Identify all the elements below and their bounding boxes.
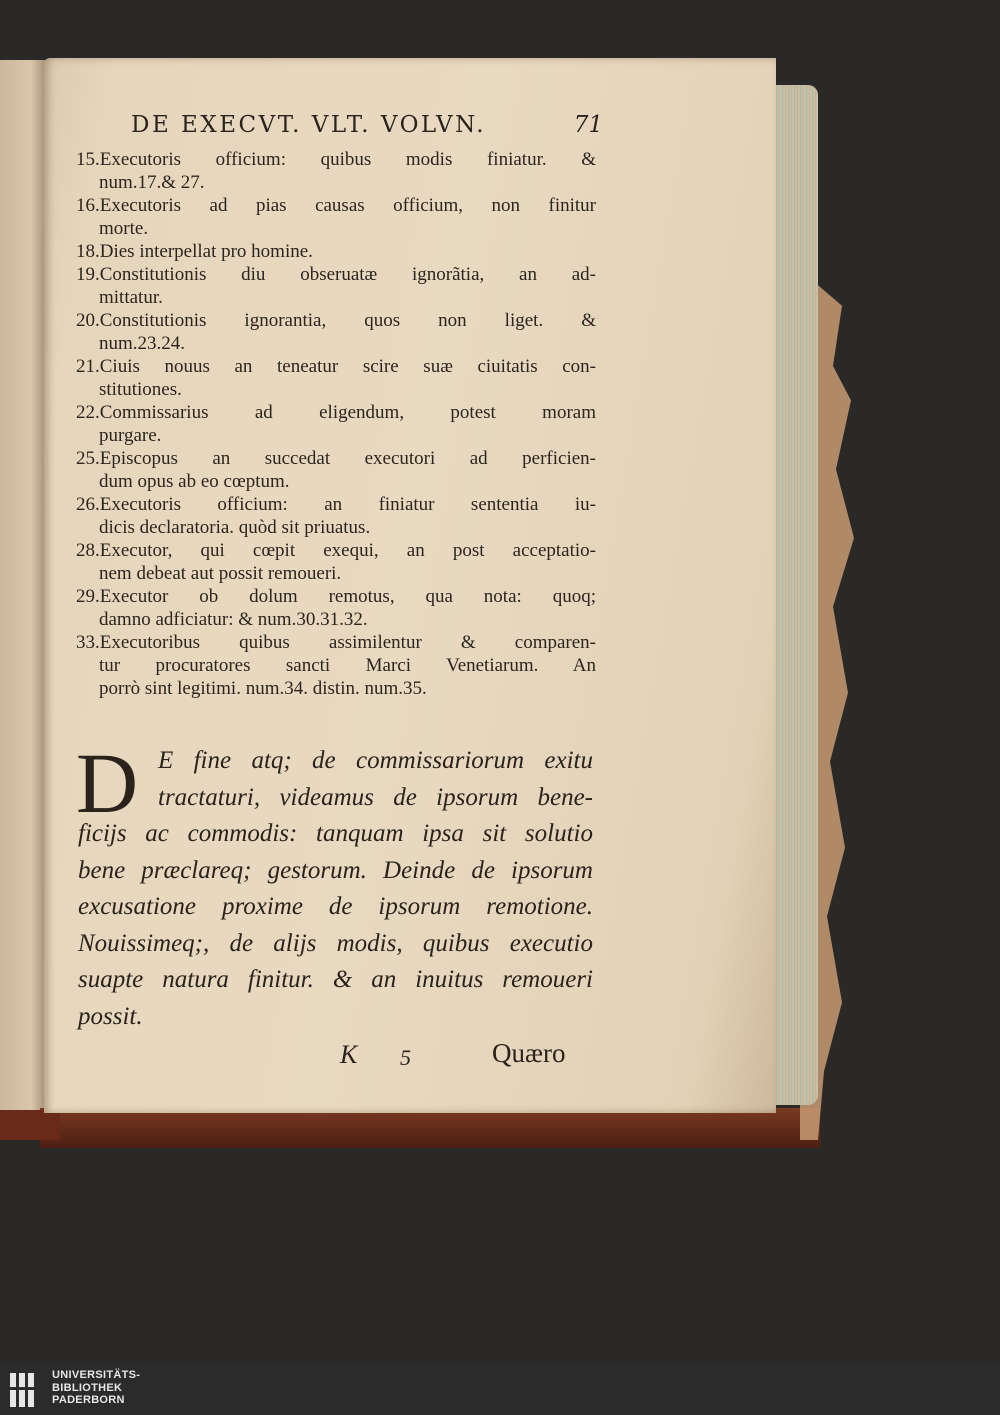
- entry-continuation: morte.: [99, 218, 149, 239]
- body-line: Nouissimeq;, de alijs modis, quibus executio: [78, 929, 593, 957]
- summary-index: [76, 148, 596, 700]
- entry-number: 26.: [76, 494, 100, 515]
- library-name-line: UNIVERSITÄTS-: [52, 1369, 141, 1381]
- library-logo-icon: [8, 1371, 42, 1409]
- index-entry: [76, 493, 596, 539]
- index-entry: [76, 401, 596, 447]
- library-name: [52, 1369, 140, 1407]
- entry-line: [76, 194, 596, 217]
- entry-number: 21.: [76, 356, 100, 377]
- entry-number: 22.: [76, 402, 100, 423]
- entry-line: [76, 493, 596, 516]
- index-entry: [76, 240, 596, 263]
- entry-number: 20.: [76, 310, 100, 331]
- entry-continuation: damno adficiatur: & num.30.31.32.: [99, 609, 368, 630]
- entry-text: Executor ob dolum remotus, qua nota: quoq;: [99, 586, 596, 607]
- signature-mark: K: [340, 1040, 358, 1069]
- entry-text: Dies interpellat pro homine.: [99, 241, 313, 262]
- page-number: 71: [573, 112, 603, 138]
- index-entry: [76, 539, 596, 585]
- library-footer: [0, 1365, 1000, 1415]
- entry-text: Executoris officium: an finiatur sententia iu-: [99, 494, 596, 515]
- body-line: excusatione proxime de ipsorum remotione.: [78, 893, 593, 920]
- entry-line: [76, 355, 596, 378]
- entry-number: 16.: [76, 195, 100, 216]
- entry-line: [76, 631, 596, 654]
- library-name-line: PADERBORN: [52, 1394, 125, 1406]
- entry-line: [76, 401, 596, 424]
- running-header: [131, 112, 603, 148]
- entry-continuation: dicis declaratoria. quòd sit priuatus.: [99, 517, 371, 538]
- index-entry: [76, 148, 596, 194]
- entry-text: Executoris ad pias causas officium, non finitur: [99, 195, 596, 216]
- entry-continuation: purgare.: [99, 425, 162, 446]
- entry-line: [76, 309, 596, 332]
- entry-text: Executoribus quibus assimilentur & comparen-: [99, 632, 596, 653]
- entry-continuation: mittatur.: [99, 287, 163, 308]
- entry-continuation: tur procuratores sancti Marci Venetiarum. An: [99, 655, 596, 676]
- drop-cap: D: [76, 735, 139, 831]
- entry-line: [76, 263, 596, 286]
- body-line: ficijs ac commodis: tanquam ipsa sit solutio: [78, 820, 593, 847]
- body-line: possit.: [78, 1002, 143, 1030]
- entry-line: [76, 240, 596, 263]
- index-entry: [76, 631, 596, 700]
- index-entry: [76, 585, 596, 631]
- entry-number: 19.: [76, 264, 100, 285]
- body-line: suapte natura finitur. & an inuitus remoueri: [78, 966, 593, 993]
- entry-text: Episcopus an succedat executori ad perficien-: [99, 448, 596, 469]
- entry-continuation: num.17.& 27.: [99, 172, 205, 193]
- entry-number: 33.: [76, 632, 100, 653]
- signature-number: 5: [400, 1045, 411, 1070]
- left-cover-edge: [0, 1110, 60, 1140]
- entry-number: 28.: [76, 540, 100, 561]
- running-title: DE EXECVT. VLT. VOLVN.: [131, 112, 487, 138]
- index-entry: [76, 263, 596, 309]
- entry-continuation: nem debeat aut possit remoueri.: [99, 563, 342, 584]
- entry-line: [76, 447, 596, 470]
- entry-number: 18.: [76, 241, 100, 262]
- entry-line: [76, 539, 596, 562]
- book-cover-edge: [40, 1108, 820, 1148]
- index-entry: [76, 309, 596, 355]
- entry-line: [76, 585, 596, 608]
- body-line: bene præclareq; gestorum. Deinde de ipsorum: [78, 856, 593, 884]
- entry-continuation: dum opus ab eo cœptum.: [99, 471, 290, 492]
- entry-continuation: num.23.24.: [99, 333, 186, 354]
- entry-number: 29.: [76, 586, 100, 607]
- entry-text: Constitutionis diu obseruatæ ignorãtia, an ad-: [99, 264, 596, 285]
- entry-number: 15.: [76, 149, 100, 170]
- entry-text: Executoris officium: quibus modis finiatur. &: [99, 149, 596, 170]
- body-line: tractaturi, videamus de ipsorum bene-: [158, 783, 593, 811]
- library-name-line: BIBLIOTHEK: [52, 1381, 123, 1394]
- body-line: E fine atq; de commissariorum exitu: [158, 747, 593, 774]
- entry-line: [76, 148, 596, 171]
- entry-continuation: stitutiones.: [99, 379, 182, 400]
- entry-text: Executor, qui cœpit exequi, an post acceptatio-: [99, 540, 596, 561]
- entry-text: Ciuis nouus an teneatur scire suæ ciuitatis con-: [99, 356, 596, 377]
- body-paragraph: [78, 743, 593, 1035]
- catchword: Quæro: [492, 1038, 566, 1068]
- index-entry: [76, 447, 596, 493]
- index-entry: [76, 194, 596, 240]
- index-entry: [76, 355, 596, 401]
- entry-text: Commissarius ad eligendum, potest moram: [99, 402, 596, 423]
- entry-text: Constitutionis ignorantia, quos non liget. &: [99, 310, 596, 331]
- entry-continuation: porrò sint legitimi. num.34. distin. num.35.: [99, 678, 427, 699]
- entry-number: 25.: [76, 448, 100, 469]
